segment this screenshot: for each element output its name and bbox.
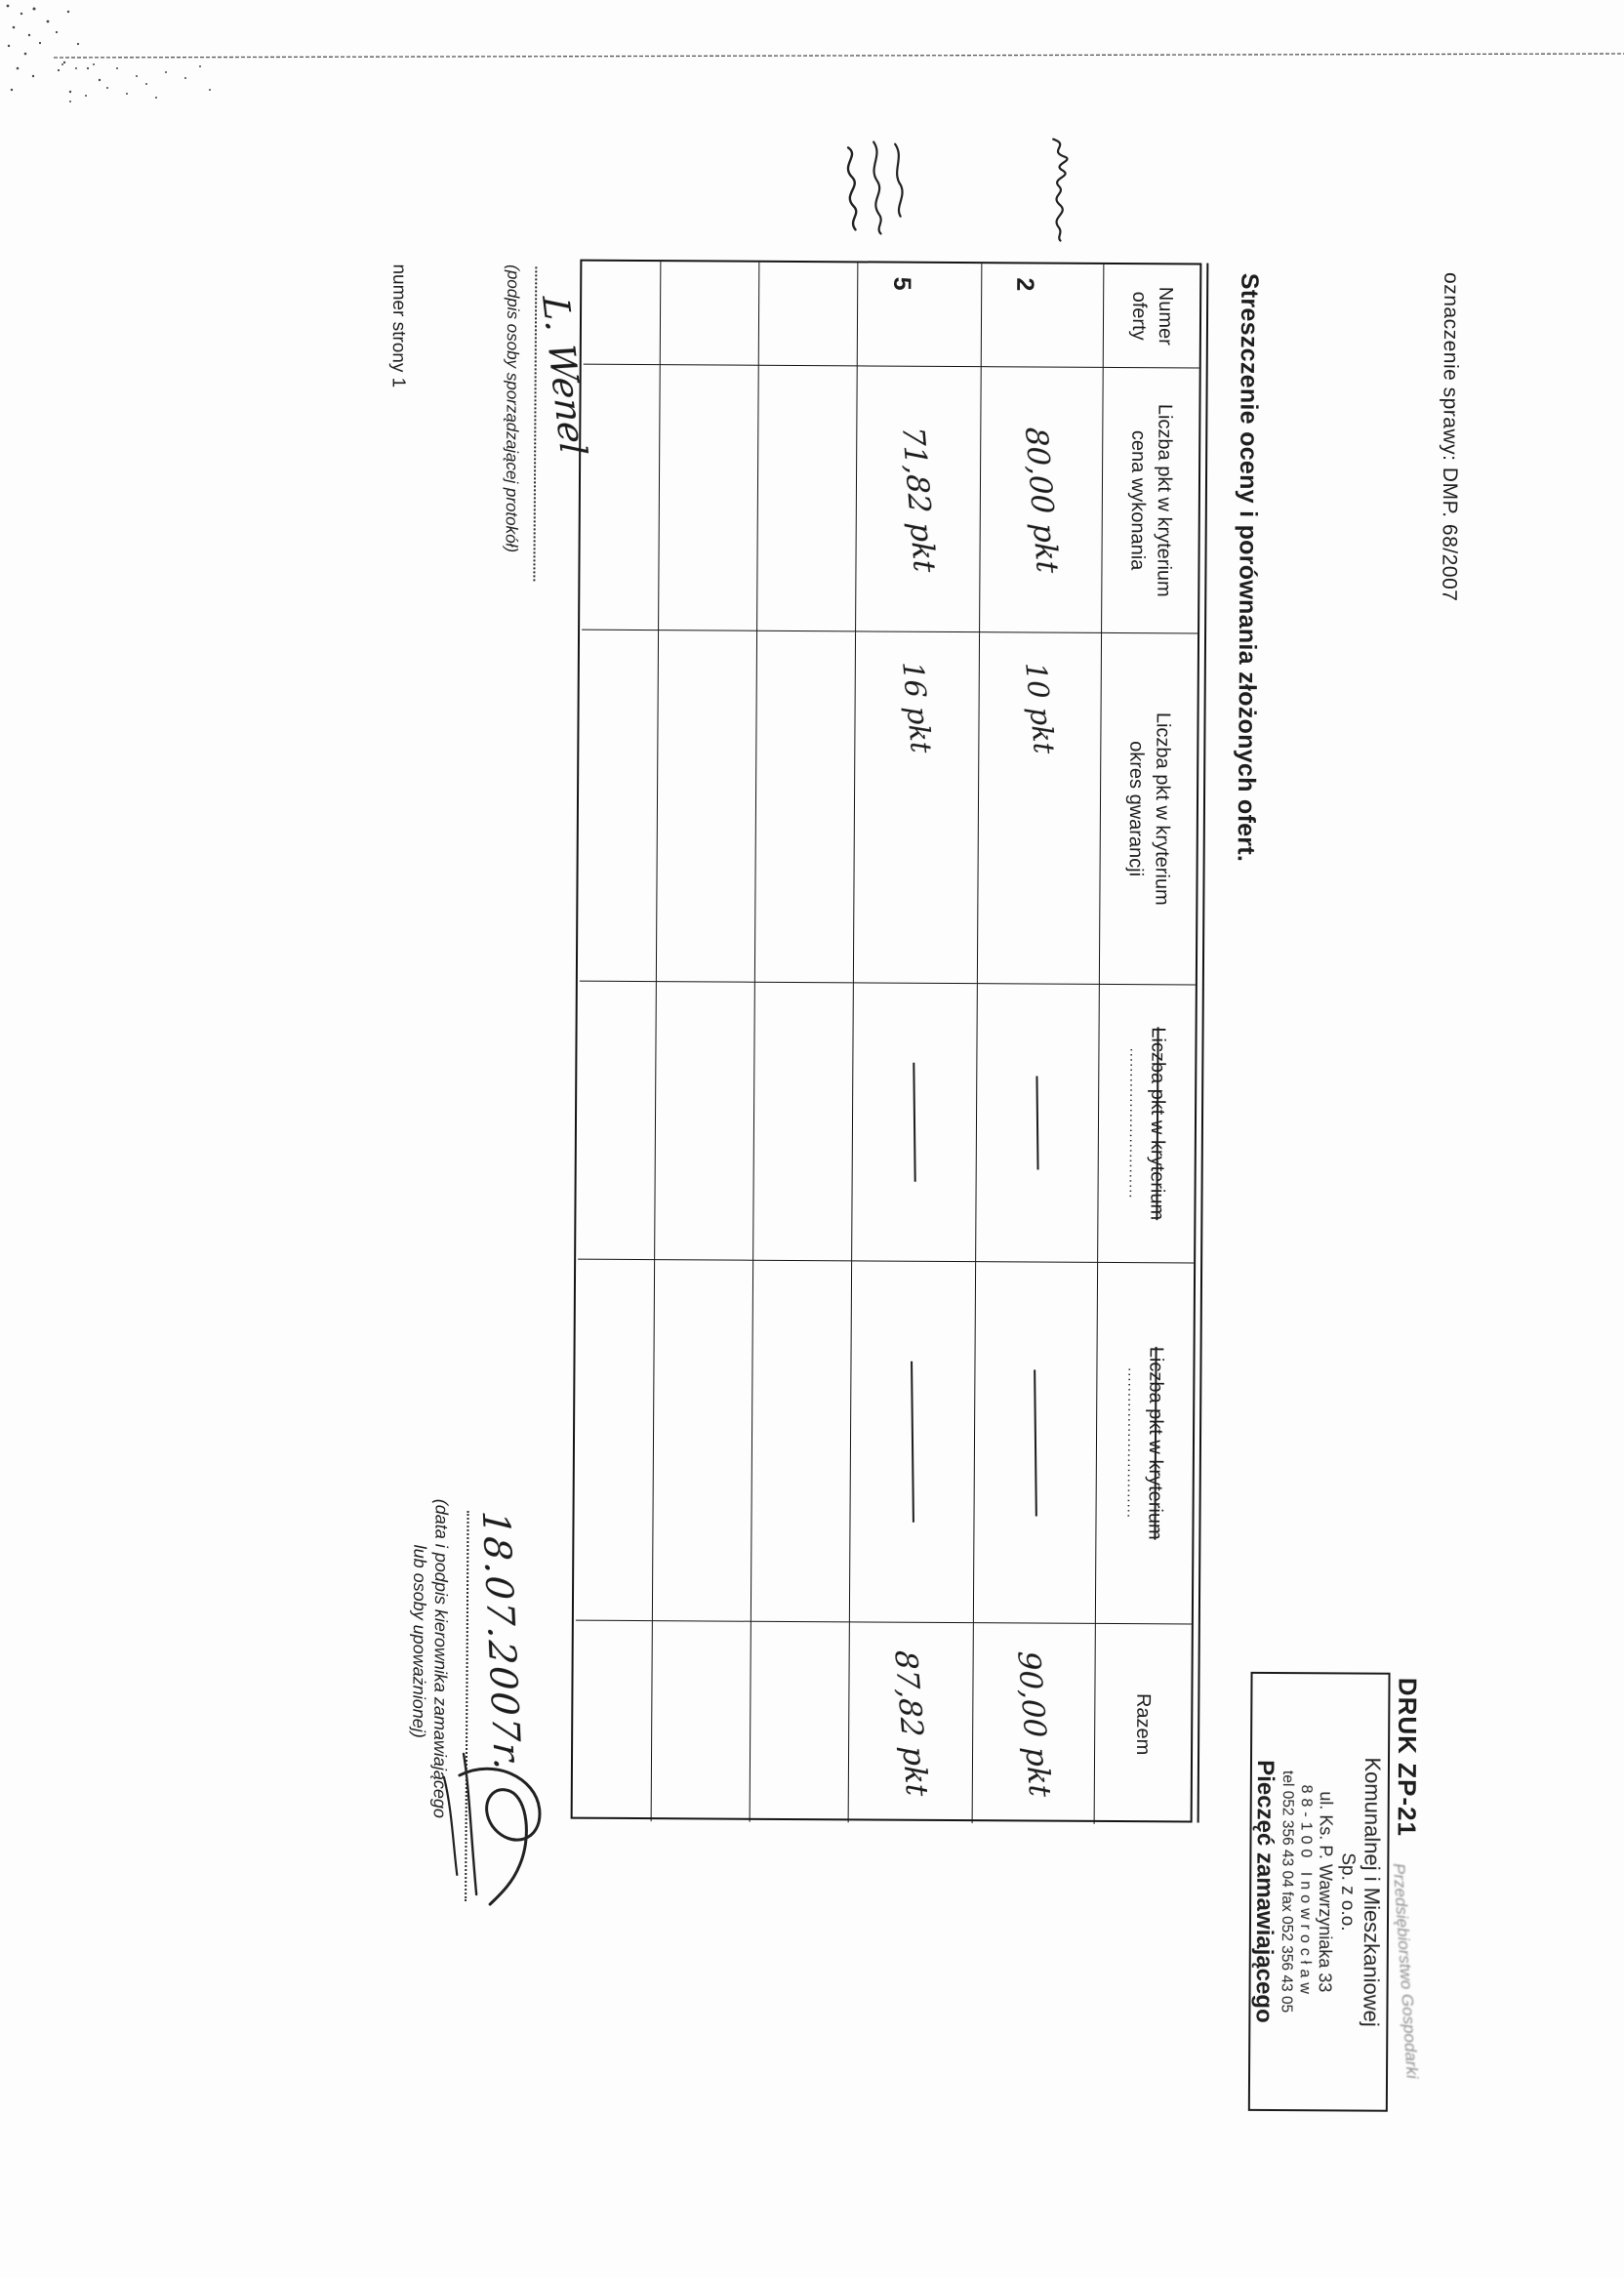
stamp-line-phone: tel 052 356 43 04 fax 052 356 43 05 xyxy=(1278,1770,1296,2014)
protocol-author-caption: (podpis osoby sporządzającej protokół) xyxy=(502,264,523,553)
row-offer5-criterion4-dash xyxy=(849,1261,975,1623)
manager-caption-line1: (data i podpis kierownika zamawiającego xyxy=(429,1498,452,1819)
empty-cell xyxy=(575,1621,652,1821)
row-offer5-criterion3-dash xyxy=(851,983,977,1262)
page-title: Streszczenie oceny i porównania złożonych ofert. xyxy=(1232,272,1264,863)
empty-cell xyxy=(578,982,656,1260)
empty-cell xyxy=(750,1622,849,1823)
empty-cell xyxy=(654,982,754,1261)
stamp-line-company: Komunalnej i Mieszkaniowej xyxy=(1359,1757,1386,2027)
manager-caption-line2: lub osoby upoważnionej) xyxy=(409,1544,430,1738)
stamp-company-arc-text: Przedsiębiorstwo Gospodarki xyxy=(1389,1862,1422,2080)
row-offer2-warranty-points: 10 pkt xyxy=(977,632,1101,985)
empty-cell xyxy=(751,1261,851,1623)
contracting-authority-stamp xyxy=(1248,1672,1391,2112)
header-total: Razem xyxy=(1094,1624,1192,1825)
header-criterion-unused-1: Liczba pkt w kryterium .............................. xyxy=(1097,985,1196,1264)
empty-cell xyxy=(756,366,857,632)
empty-cell xyxy=(584,262,661,365)
stamp-caption: Pieczęć zamawiającego xyxy=(1250,1760,1279,2023)
row-offer2-criterion3-dash xyxy=(975,984,1099,1263)
case-designation: oznaczenie sprawy: DMP. 68/2007 xyxy=(1438,272,1463,602)
page-number: numer strony 1 xyxy=(387,264,410,388)
header-offer-number: Numer oferty xyxy=(1103,264,1200,369)
row-offer2-price-points: 80,00 pkt xyxy=(979,367,1103,633)
row-offer5-number: 5 xyxy=(857,263,982,367)
offers-comparison-table xyxy=(571,260,1202,1823)
header-criterion-unused-2: Liczba pkt w kryterium .............................. xyxy=(1095,1263,1194,1625)
empty-cell xyxy=(582,365,660,631)
empty-cell xyxy=(652,1260,752,1622)
stamp-line-street: ul. Ks. P. Wawrzyniaka 33 xyxy=(1315,1791,1336,1993)
empty-cell xyxy=(656,631,756,983)
empty-cell xyxy=(758,263,858,367)
empty-cell xyxy=(576,1260,654,1621)
empty-cell xyxy=(752,983,853,1262)
row-offer2-number: 2 xyxy=(981,264,1104,368)
stamp-line-city: 88-100 Inowrocław xyxy=(1296,1784,1315,1999)
header-criterion-warranty: Liczba pkt w kryterium okres gwarancji xyxy=(1099,633,1198,986)
row-offer5-price-points: 71,82 pkt xyxy=(855,366,981,632)
empty-cell xyxy=(754,631,855,984)
row-offer2-criterion4-dash xyxy=(973,1262,1097,1624)
empty-cell xyxy=(580,631,658,982)
empty-cell xyxy=(651,1621,751,1822)
stamp-line-legal-form: Sp. z o.o. xyxy=(1336,1852,1359,1932)
row-offer2-total: 90,00 pkt xyxy=(972,1623,1095,1824)
handwritten-margin-note-offer2 xyxy=(1035,135,1080,244)
protocol-author-signature: L. Wenel xyxy=(534,296,595,456)
empty-cell xyxy=(660,262,759,366)
signature-dotted-line-left xyxy=(533,266,537,581)
form-number-label: DRUK ZP-21 xyxy=(1392,1677,1423,1838)
row-offer5-warranty-points: 16 pkt xyxy=(853,631,979,984)
empty-cell xyxy=(658,365,758,631)
manager-handwritten-date: 18.07.2007r. xyxy=(473,1510,530,1773)
handwritten-margin-note-offer5 xyxy=(822,138,909,244)
row-offer5-total: 87,82 pkt xyxy=(848,1622,973,1823)
header-criterion-price: Liczba pkt w kryterium cena wykonania xyxy=(1101,368,1199,634)
